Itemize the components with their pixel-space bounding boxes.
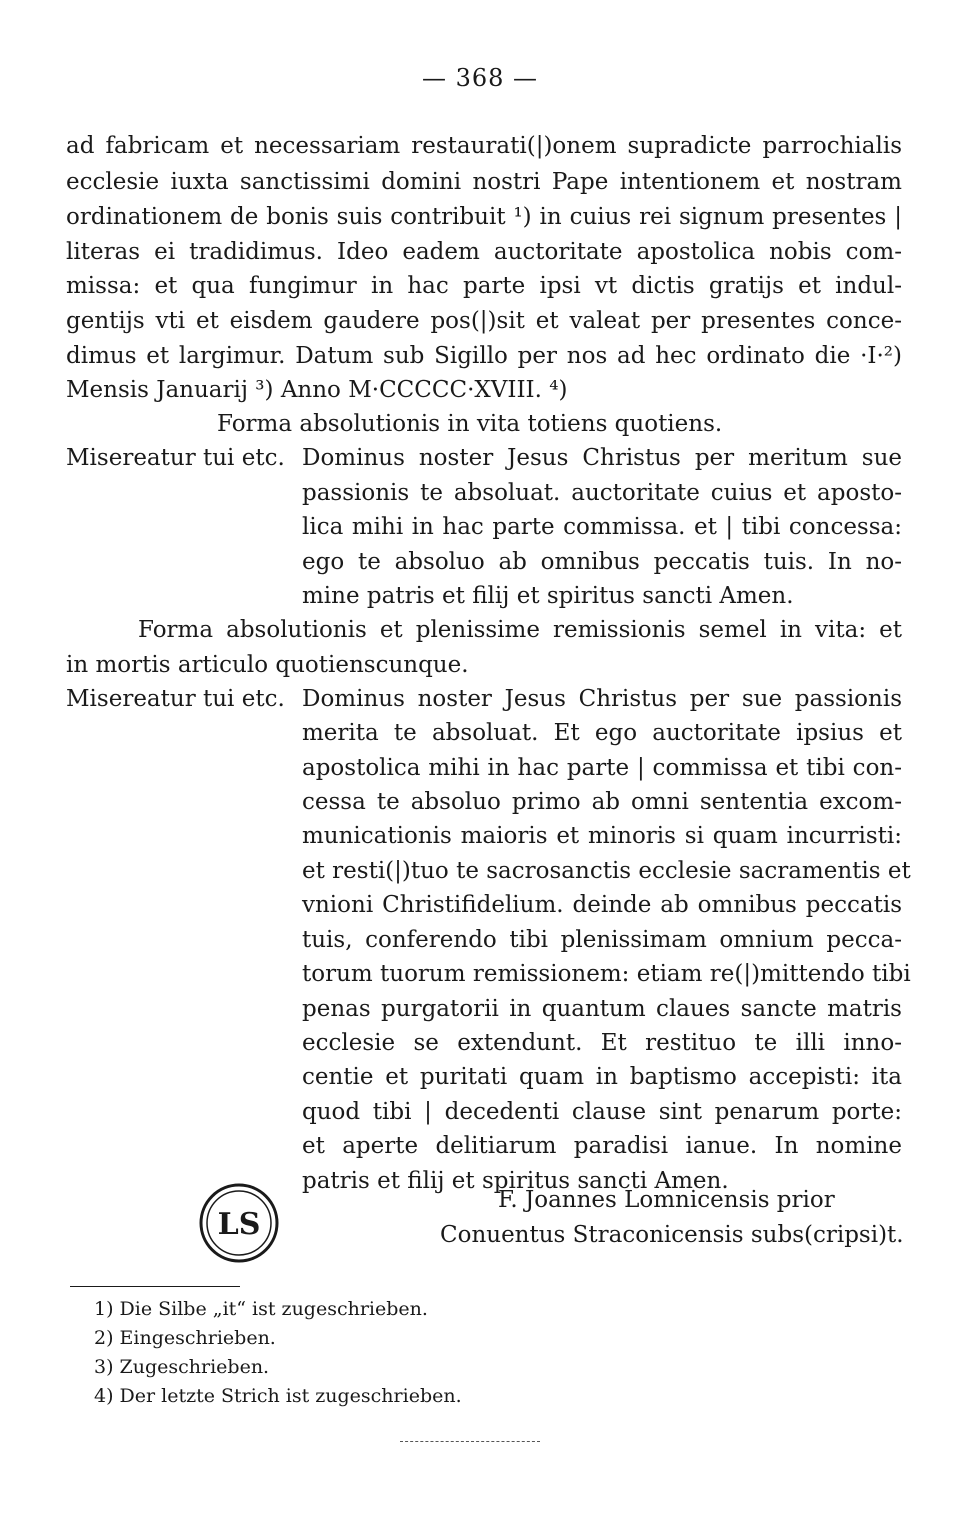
- section-line: Dominus noster Jesus Christus per meritum sue: [302, 445, 902, 471]
- paragraph-line: dimus et largimur. Datum sub Sigillo per nos ad hec ordinato die ·I·²): [66, 343, 902, 369]
- footnote-divider: [70, 1286, 240, 1287]
- section-line: merita te absoluat. Et ego auctoritate ipsius et: [302, 720, 902, 746]
- signature-line: Conuentus Straconicensis subs(cripsi)t.: [440, 1222, 904, 1248]
- paragraph-line: literas ei tradidimus. Ideo eadem auctoritate apostolica nobis com-: [66, 239, 902, 265]
- paragraph-line: ad fabricam et necessariam restaurati(|)onem supradicte parrochialis: [66, 133, 902, 159]
- section-line: passionis te absoluat. auctoritate cuius et aposto-: [302, 480, 902, 506]
- section-line: penas purgatorii in quantum claues sancte matris: [302, 996, 902, 1022]
- section-line: ego te absoluo ab omnibus peccatis tuis. In no-: [302, 549, 902, 575]
- seal-text: LS: [217, 1207, 261, 1242]
- section-line: patris et filij et spiritus sancti Amen.: [302, 1168, 729, 1194]
- section-label: Misereatur tui etc.: [66, 445, 285, 471]
- section-line: centie et puritati quam in baptismo accepisti: ita: [302, 1064, 902, 1090]
- paragraph-line: ordinationem de bonis suis contribuit ¹) in cuius rei signum presentes |: [66, 204, 902, 230]
- paragraph-line: Mensis Januarij ³) Anno M·CCCCC·XVIII. ⁴): [66, 377, 568, 403]
- section-heading: Forma absolutionis in vita totiens quotiens.: [217, 411, 723, 437]
- paragraph-line: missa: et qua fungimur in hac parte ipsi vt dictis gratijs et indul-: [66, 273, 902, 299]
- footnote: 4) Der letzte Strich ist zugeschrieben.: [94, 1385, 462, 1407]
- section-line: lica mihi in hac parte commissa. et | tibi concessa:: [302, 514, 902, 540]
- footnote: 2) Eingeschrieben.: [94, 1327, 276, 1349]
- section-line: tuis, conferendo tibi plenissimam omnium pecca-: [302, 927, 902, 953]
- section-line: torum tuorum remissionem: etiam re(|)mittendo tibi: [302, 961, 911, 987]
- signature-line: F. Joannes Lomnicensis prior: [498, 1187, 835, 1213]
- seal-icon: [198, 1182, 280, 1264]
- page-number: — 368 —: [421, 64, 539, 92]
- section-line: cessa te absoluo primo ab omni sententia excom-: [302, 789, 902, 815]
- section-heading: Forma absolutionis et plenissime remissionis semel in vita: et: [138, 617, 902, 643]
- section-line: et aperte delitiarum paradisi ianue. In nomine: [302, 1133, 902, 1159]
- footnote: 3) Zugeschrieben.: [94, 1356, 270, 1378]
- section-line: et resti(|)tuo te sacrosanctis ecclesie sacramentis et: [302, 858, 911, 884]
- section-line: quod tibi | decedenti clause sint penarum porte:: [302, 1099, 902, 1125]
- section-line: vnioni Christifidelium. deinde ab omnibus peccatis: [302, 892, 902, 918]
- section-heading: in mortis articulo quotienscunque.: [66, 652, 469, 678]
- section-line: Dominus noster Jesus Christus per sue passionis: [302, 686, 902, 712]
- bottom-divider: [400, 1441, 540, 1442]
- footnote: 1) Die Silbe „it“ ist zugeschrieben.: [94, 1298, 428, 1320]
- section-line: ecclesie se extendunt. Et restituo te illi inno-: [302, 1030, 902, 1056]
- section-label: Misereatur tui etc.: [66, 686, 285, 712]
- section-line: mine patris et filij et spiritus sancti Amen.: [302, 583, 794, 609]
- paragraph-line: ecclesie iuxta sanctissimi domini nostri Pape intentionem et nostram: [66, 169, 902, 195]
- section-line: apostolica mihi in hac parte | commissa et tibi con-: [302, 755, 902, 781]
- section-line: municationis maioris et minoris si quam incurristi:: [302, 823, 902, 849]
- paragraph-line: gentijs vti et eisdem gaudere pos(|)sit et valeat per presentes conce-: [66, 308, 902, 334]
